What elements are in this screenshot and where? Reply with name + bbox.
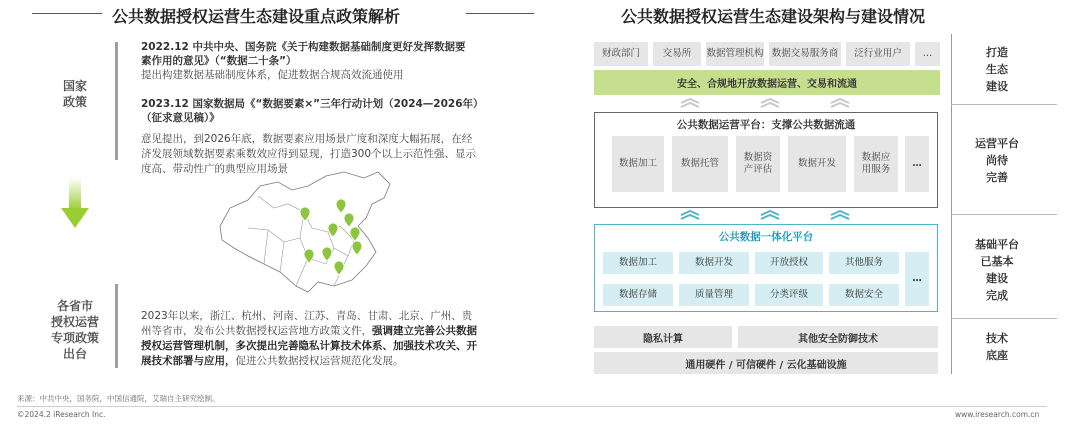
provincial-policy-bar	[115, 284, 118, 368]
policy2-desc: 意见提出，到2026年底，数据要素应用场景广度和深度大幅拓展，在经 济发展领域数据要素乘数效应得到显现，打造300个以上示范性强、显示 度高、带动性广的典型应用场景	[141, 133, 477, 175]
int-quality-management: 质量管理	[679, 284, 749, 306]
up-chevron-icon	[760, 210, 780, 220]
stakeholder-exchange: 交易所	[653, 42, 701, 66]
right-divider	[951, 34, 952, 374]
provincial-policy-label: 各省市 授权运营 专项政策 出台	[50, 299, 99, 361]
policy1-title: 2022.12 中共中央、国务院《关于构建数据基础制度更好发挥数据要 素作用的意见》（“数据二十条”）	[141, 41, 466, 67]
up-chevron-icon	[760, 98, 780, 108]
provincial-desc: 2023年以来，浙江、杭州、河南、江苏、青岛、甘肃、北京、广州、贵 州等省市，发布公共数据授权运营地方政策文件，强调建立完善公共数据 授权运营管理机制，多次提出完善隐私计算技术体系、加强技术攻关、开 展技术部署与应用，促进公共数据授权运营规范化发展。	[141, 310, 477, 367]
ops-data-processing: 数据加工	[612, 136, 664, 192]
up-chevron-icon	[830, 98, 850, 108]
policy2-title: 2023.12 国家数据局《“数据要素×”三年行动计划（2024—2026年） （征求意见稿）》	[141, 98, 484, 124]
footer-rule	[17, 406, 1047, 407]
policy1-desc: 提出构建数据基础制度体系，促进数据合规高效流通使用	[141, 69, 404, 81]
ops-asset-valuation: 数据资产评估	[736, 136, 780, 192]
label-tech-base: 技术 底座	[986, 332, 1008, 362]
integrated-platform-title: 公共数据一体化平台	[718, 231, 814, 243]
stakeholder-more: …	[915, 42, 940, 66]
up-chevron-icon	[680, 98, 700, 108]
label-base-platform: 基础平台 已基本 建设 完成	[975, 238, 1019, 302]
ops-data-development: 数据开发	[788, 136, 846, 192]
int-classification: 分类评级	[755, 284, 823, 306]
stakeholder-finance: 财政部门	[594, 42, 648, 66]
website: www.iresearch.com.cn	[955, 410, 1040, 419]
int-open-authorization: 开放授权	[755, 252, 823, 274]
national-policy-label: 国家 政策	[62, 79, 87, 109]
int-data-processing: 数据加工	[603, 252, 673, 274]
right-row-sep-1	[951, 104, 1057, 105]
stakeholder-data-agency: 数据管理机构	[706, 42, 764, 66]
right-title: 公共数据授权运营生态建设架构与建设情况	[621, 7, 926, 26]
tech-infrastructure: 通用硬件 / 可信硬件 / 云化基础设施	[594, 352, 938, 374]
left-title: 公共数据授权运营生态建设重点政策解析	[112, 7, 401, 26]
right-row-sep-2	[951, 214, 1057, 215]
int-data-storage: 数据存储	[603, 284, 673, 306]
tech-other-security: 其他安全防御技术	[738, 326, 938, 348]
operations-platform-title: 公共数据运营平台：支撑公共数据流通	[676, 119, 856, 131]
right-row-sep-3	[951, 318, 1057, 319]
up-chevron-icon	[680, 210, 700, 220]
title-rule-left	[32, 13, 102, 14]
ops-data-custody: 数据托管	[672, 136, 728, 192]
green-band: 安全、合规地开放数据运营、交易和流通	[594, 70, 940, 95]
up-chevron-icon	[830, 210, 850, 220]
int-more: …	[905, 252, 929, 306]
stakeholder-industry-users: 泛行业用户	[846, 42, 910, 66]
label-operations: 运营平台 尚待 完善	[975, 137, 1019, 184]
title-rule-right	[466, 13, 534, 14]
ops-data-app-service: 数据应用服务	[854, 136, 898, 192]
stakeholder-data-trader: 数据交易服务商	[769, 42, 841, 66]
national-policy-bar	[115, 42, 118, 160]
ops-more: …	[905, 136, 929, 192]
int-data-development: 数据开发	[679, 252, 749, 274]
copyright: ©2024.2 iResearch Inc.	[17, 410, 106, 419]
down-arrow-icon	[60, 178, 90, 230]
source-note: 来源：中共中央，国务院，中国信通院，艾瑞自主研究绘制。	[17, 394, 220, 403]
map-pins	[208, 168, 398, 298]
int-data-security: 数据安全	[829, 284, 899, 306]
label-ecosystem: 打造 生态 建设	[986, 46, 1008, 93]
int-other-services: 其他服务	[829, 252, 899, 274]
tech-privacy-computing: 隐私计算	[594, 326, 732, 348]
